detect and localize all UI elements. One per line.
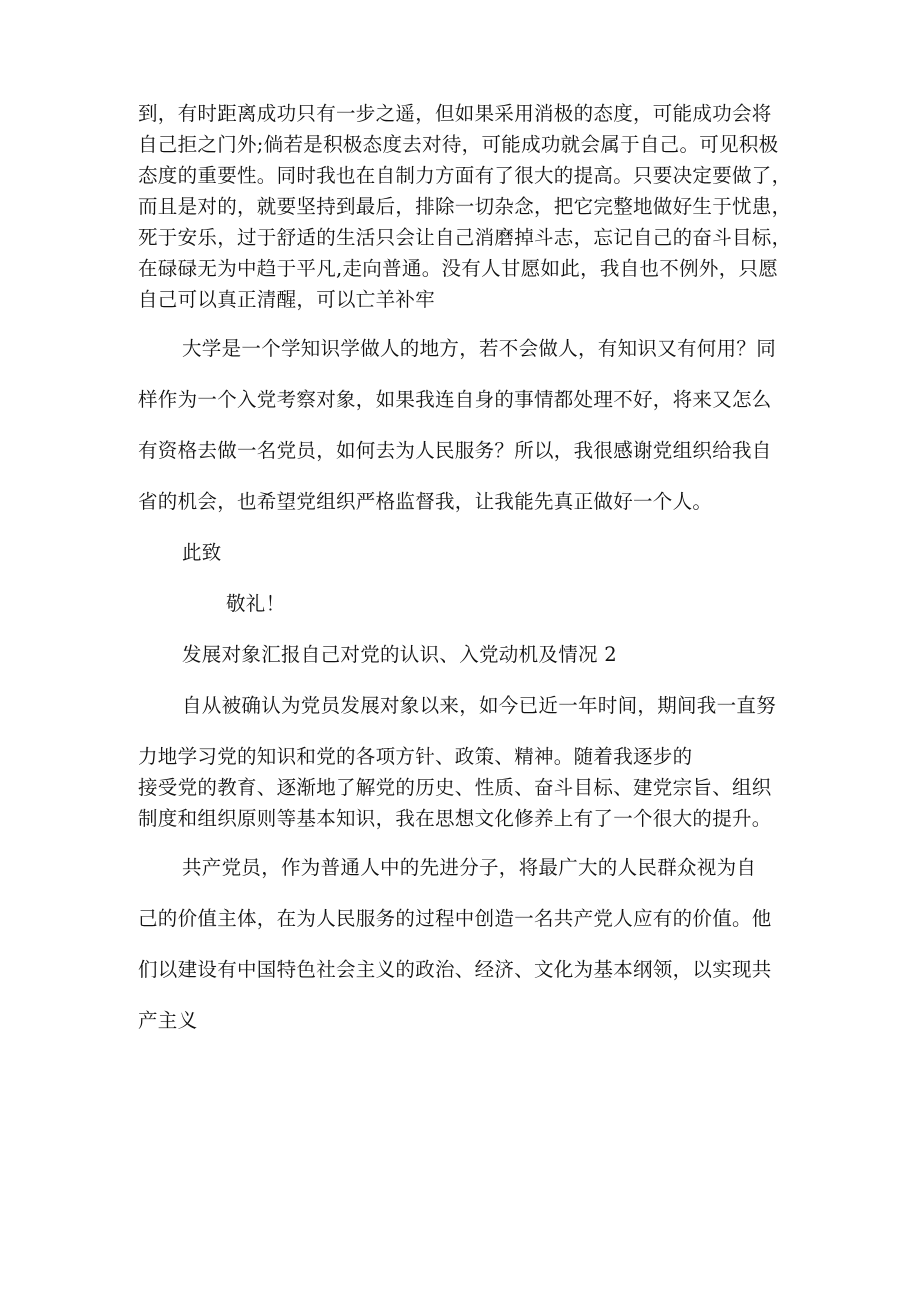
paragraph-line: 大学是一个学知识学做人的地方，若不会做人，有知识又有何用？同 — [182, 337, 777, 360]
paragraph-line: 共产党员，作为普通人中的先进分子，将最广大的人民群众视为自 — [182, 856, 757, 879]
paragraph-line: 有资格去做一名党员，如何去为人民服务？所以，我很感谢党组织给我自 — [138, 439, 772, 462]
paragraph-line: 而且是对的，就要坚持到最后，排除一切杂念，把它完整地做好生于忧患， — [138, 195, 792, 218]
paragraph-line: 态度的重要性。同时我也在自制力方面有了很大的提高。只要决定要做了， — [138, 164, 792, 187]
paragraph-line: 制度和组织原则等基本知识，我在思想文化修养上有了一个很大的提升。 — [138, 807, 772, 830]
paragraph-line: 接受党的教育、逐渐地了解党的历史、性质、奋斗目标、建党宗旨、组织 — [138, 776, 772, 799]
paragraph-line: 到，有时距离成功只有一步之遥，但如果采用消极的态度，可能成功会将 — [138, 102, 772, 125]
paragraph-line: 死于安乐，过于舒适的生活只会让自己消磨掉斗志，忘记自己的奋斗目标， — [138, 226, 792, 249]
section-heading: 发展对象汇报自己对党的认识、入党动机及情况 2 — [182, 643, 618, 666]
paragraph-line: 在碌碌无为中趋于平凡,走向普通。没有人甘愿如此，我自也不例外，只愿 — [138, 257, 779, 280]
paragraph-line: 力地学习党的知识和党的各项方针、政策、精神。随着我逐步的 — [138, 745, 693, 768]
paragraph-line: 自己可以真正清醒，可以亡羊补牢 — [138, 288, 436, 311]
paragraph-line: 样作为一个入党考察对象，如果我连自身的事情都处理不好，将来又怎么 — [138, 388, 772, 411]
paragraph-line: 自己拒之门外;倘若是积极态度去对待，可能成功就会属于自己。可见积极 — [138, 133, 779, 156]
paragraph-line: 己的价值主体，在为人民服务的过程中创造一名共产党人应有的价值。他 — [138, 907, 772, 930]
closing-regards: 敬礼！ — [226, 592, 286, 615]
closing-salutation: 此致 — [182, 541, 222, 564]
paragraph-line: 省的机会，也希望党组织严格监督我，让我能先真正做好一个人。 — [138, 490, 713, 513]
paragraph-line: 们以建设有中国特色社会主义的政治、经济、文化为基本纲领，以实现共 — [138, 958, 772, 981]
paragraph-line: 产主义 — [138, 1009, 198, 1032]
paragraph-line: 自从被确认为党员发展对象以来，如今已近一年时间，期间我一直努 — [182, 694, 777, 717]
